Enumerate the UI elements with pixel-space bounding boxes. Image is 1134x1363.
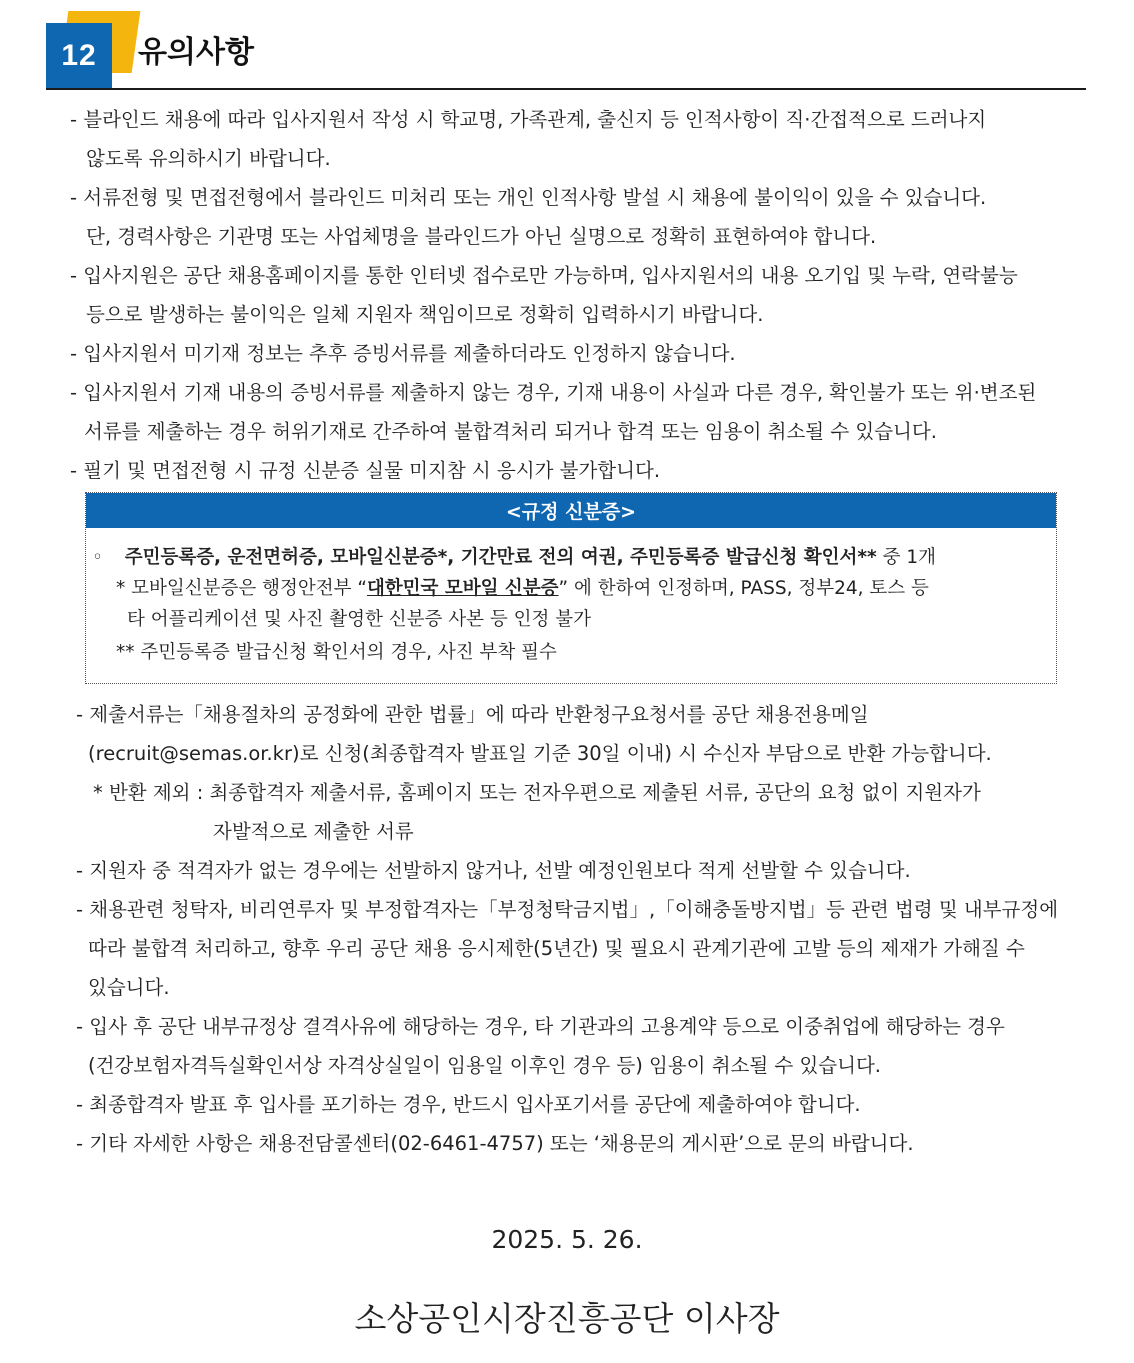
id-item-list: 주민등록증, 운전면허증, 모바일신분증*, 기간만료 전의 여권, 주민등록증 발급신청 확인서** [124,547,877,568]
note-line: 단, 경력사항은 기관명 또는 사업체명을 블라인드가 아닌 실명으로 정확히 표현하여야 합니다. [86,225,877,248]
id-requirements-box [85,492,1057,684]
note-line: - 블라인드 채용에 따라 입사지원서 작성 시 학교명, 가족관계, 출신지 등 인적사항이 직·간접적으로 드러나지 [70,108,987,131]
note-line: * 반환 제외 : 최종합격자 제출서류, 홈페이지 또는 전자우편으로 제출된 서류, 공단의 요청 없이 지원자가 [93,781,981,804]
note-line: (recruit@semas.or.kr)로 신청(최종합격자 발표일 기준 30일 이내) 시 수신자 부담으로 반환 가능합니다. [88,742,992,765]
note-line: - 제출서류는「채용절차의 공정화에 관한 법률」에 따라 반환청구요청서를 공단 채용전용메일 [76,703,869,726]
note-line: - 기타 자세한 사항은 채용전담콜센터(02-6461-4757) 또는 ‘채용문의 게시판’으로 문의 바랍니다. [76,1132,914,1155]
note-line: - 입사지원서 미기재 정보는 추후 증빙서류를 제출하더라도 인정하지 않습니다. [70,342,736,365]
note-line: - 필기 및 면접전형 시 규정 신분증 실물 미지참 시 응시가 불가합니다. [70,459,661,482]
issuer-signature: 소상공인시장진흥공단 이사장 [354,1299,780,1338]
note-line: 않도록 유의하시기 바랍니다. [86,147,331,170]
id-item [92,545,936,571]
note-line: 있습니다. [88,976,170,999]
id-note-1-suffix: ” 에 한하여 인정하며, PASS, 정부24, 토스 등 [558,578,929,599]
note-line: - 채용관련 청탁자, 비리연루자 및 부정합격자는「부정청탁금지법」,「이해충돌방지법」등 관련 법령 및 내부규정에 [76,898,1059,921]
id-item-suffix: 중 1개 [876,547,937,568]
section-title: 유의사항 [138,35,254,70]
section-number: 12 [46,23,112,89]
note-line: (건강보험자격득실확인서상 자격상실일이 임용일 이후인 경우 등) 임용이 취소될 수 있습니다. [88,1054,882,1077]
id-box-title: <규정 신분증> [86,493,1056,528]
id-note-1 [116,576,929,602]
note-line: 등으로 발생하는 불이익은 일체 지원자 책임이므로 정확히 입력하시기 바랍니다. [86,303,764,326]
note-line: - 서류전형 및 면접전형에서 블라인드 미처리 또는 개인 인적사항 발설 시 채용에 불이익이 있을 수 있습니다. [70,186,987,209]
mobile-id-name: 대한민국 모바일 신분증 [366,578,559,599]
note-line: 서류를 제출하는 경우 허위기재로 간주하여 불합격처리 되거나 합격 또는 임용이 취소될 수 있습니다. [84,420,937,443]
header-divider [46,88,1086,90]
note-line: - 지원자 중 적격자가 없는 경우에는 선발하지 않거나, 선발 예정인원보다 적게 선발할 수 있습니다. [76,859,911,882]
note-line: - 입사지원서 기재 내용의 증빙서류를 제출하지 않는 경우, 기재 내용이 사실과 다른 경우, 확인불가 또는 위·변조된 [70,381,1037,404]
section-number-badge [46,13,136,89]
announcement-date: 2025. 5. 26. [491,1225,643,1254]
id-note-2: ** 주민등록증 발급신청 확인서의 경우, 사진 부착 필수 [116,642,557,663]
note-line: - 입사 후 공단 내부규정상 결격사유에 해당하는 경우, 타 기관과의 고용계약 등으로 이중취업에 해당하는 경우 [76,1015,1005,1038]
id-note-1-cont: 타 어플리케이션 및 사진 촬영한 신분증 사본 등 인정 불가 [127,609,591,630]
section-header [46,13,1086,89]
note-line: - 입사지원은 공단 채용홈페이지를 통한 인터넷 접수로만 가능하며, 입사지원서의 내용 오기입 및 누락, 연락불능 [70,264,1018,287]
note-line: 따라 불합격 처리하고, 향후 우리 공단 채용 응시제한(5년간) 및 필요시 관계기관에 고발 등의 제재가 가해질 수 [88,937,1025,960]
bullet-icon: ◦ [92,547,103,568]
id-note-1-prefix: * 모바일신분증은 행정안전부 “ [116,578,367,599]
note-line: 자발적으로 제출한 서류 [213,820,414,843]
note-line: - 최종합격자 발표 후 입사를 포기하는 경우, 반드시 입사포기서를 공단에 제출하여야 합니다. [76,1093,861,1116]
